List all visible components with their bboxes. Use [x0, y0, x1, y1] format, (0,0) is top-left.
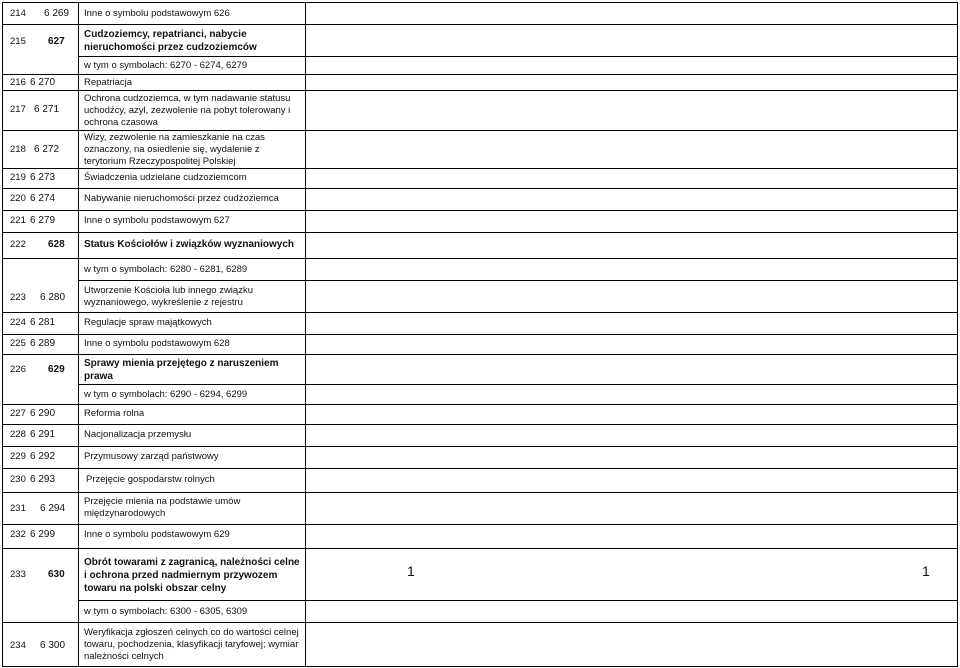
row-description: Weryfikacja zgłoszeń celnych co do wartości celnej towaru, pochodzenia, klasyfikacji taryfowej; wymiar należności celnych — [84, 627, 299, 662]
row-divider — [2, 334, 958, 335]
symbol-code: 6 299 — [30, 529, 56, 540]
row-number: 231 — [10, 503, 26, 514]
symbol-code: 6 274 — [30, 193, 56, 204]
symbol-code: 630 — [48, 569, 65, 580]
row-divider — [2, 168, 958, 169]
subrange-note: w tym o symbolach: 6300 - 6305, 6309 — [84, 606, 248, 617]
symbol-code: 6 292 — [30, 451, 56, 462]
row-divider — [2, 666, 958, 667]
row-description: Inne o symbolu podstawowym 628 — [84, 338, 230, 349]
row-number: 219 — [10, 172, 26, 183]
subrange-note: w tym o symbolach: 6280 - 6281, 6289 — [84, 264, 248, 275]
row-description: Wizy, zezwolenie na zamieszkanie na czas oznaczony, na osiedlenie się, wydalenie z terytorium Rzeczypospolitej Polskiej — [84, 132, 265, 167]
row-divider — [2, 312, 958, 313]
row-divider — [78, 280, 958, 281]
row-number: 232 — [10, 529, 26, 540]
count-value: 1 — [407, 563, 415, 579]
row-description: Status Kościołów i związków wyznaniowych — [84, 239, 295, 250]
row-divider — [2, 446, 958, 447]
row-number: 234 — [10, 640, 26, 651]
row-number: 227 — [10, 408, 26, 419]
row-description: Inne o symbolu podstawowym 627 — [84, 215, 230, 226]
count-value: 1 — [922, 563, 930, 579]
symbol-code: 6 293 — [30, 474, 56, 485]
symbol-code: 6 300 — [40, 640, 66, 651]
symbol-code: 6 291 — [30, 429, 56, 440]
row-number: 224 — [10, 317, 26, 328]
row-number: 221 — [10, 215, 26, 226]
row-description: Regulacje spraw majątkowych — [84, 317, 212, 328]
row-divider — [2, 232, 958, 233]
row-divider — [78, 600, 958, 601]
row-divider — [2, 404, 958, 405]
subrange-note: w tym o symbolach: 6270 - 6274, 6279 — [84, 60, 248, 71]
row-number: 217 — [10, 104, 26, 115]
symbol-code: 6 279 — [30, 215, 56, 226]
row-description: Nacjonalizacja przemysłu — [84, 429, 192, 440]
symbol-code: 6 294 — [40, 503, 66, 514]
row-number: 215 — [10, 36, 26, 47]
row-divider — [2, 354, 958, 355]
row-number: 214 — [10, 8, 26, 19]
row-divider — [2, 24, 958, 25]
row-number: 216 — [10, 77, 26, 88]
row-number: 228 — [10, 429, 26, 440]
symbol-code: 628 — [48, 239, 65, 250]
row-number: 230 — [10, 474, 26, 485]
symbol-code: 6 280 — [40, 292, 66, 303]
symbol-code: 629 — [48, 364, 65, 375]
row-description: Sprawy mienia przejętego z naruszeniem prawa — [84, 358, 279, 382]
row-divider — [78, 384, 958, 385]
symbol-code: 6 289 — [30, 338, 56, 349]
row-description: Inne o symbolu podstawowym 629 — [84, 529, 230, 540]
row-description: Utworzenie Kościoła lub innego związku wyznaniowego, wykreślenie z rejestru — [84, 285, 253, 308]
row-description: Repatriacja — [84, 77, 133, 88]
row-description: Przymusowy zarząd państwowy — [84, 451, 219, 462]
row-number: 225 — [10, 338, 26, 349]
row-divider — [2, 2, 958, 3]
symbol-code: 6 290 — [30, 408, 56, 419]
row-number: 229 — [10, 451, 26, 462]
row-divider — [2, 188, 958, 189]
col-divider — [2, 2, 3, 666]
col-divider — [305, 2, 306, 666]
symbol-code: 6 272 — [34, 144, 60, 155]
row-description: Przejęcie gospodarstw rolnych — [86, 474, 215, 485]
symbol-code: 6 269 — [44, 8, 70, 19]
subrange-note: w tym o symbolach: 6290 - 6294, 6299 — [84, 389, 248, 400]
symbol-code: 6 271 — [34, 104, 60, 115]
row-number: 220 — [10, 193, 26, 204]
row-description: Nabywanie nieruchomości przez cudzoziemca — [84, 193, 279, 204]
row-divider — [2, 492, 958, 493]
symbol-code: 6 281 — [30, 317, 56, 328]
row-divider — [2, 622, 958, 623]
symbol-code: 6 270 — [30, 77, 56, 88]
row-number: 222 — [10, 239, 26, 250]
row-description: Cudzoziemcy, repatrianci, nabycie nieruchomości przez cudzoziemców — [84, 29, 257, 53]
row-divider — [2, 548, 958, 549]
row-divider — [78, 56, 958, 57]
row-divider — [2, 258, 958, 259]
row-description: Obrót towarami z zagranicą, należności celne i ochrona przed nadmiernym przywozem towaru na polski obszar celny — [84, 557, 300, 594]
row-number: 223 — [10, 292, 26, 303]
row-description: Inne o symbolu podstawowym 626 — [84, 8, 230, 19]
row-number: 233 — [10, 569, 26, 580]
row-description: Reforma rolna — [84, 408, 145, 419]
col-divider — [957, 2, 958, 666]
row-number: 218 — [10, 144, 26, 155]
row-description: Przejęcie mienia na podstawie umów międzynarodowych — [84, 496, 241, 519]
row-divider — [2, 130, 958, 131]
row-divider — [2, 90, 958, 91]
row-number: 226 — [10, 364, 26, 375]
symbol-code: 627 — [48, 36, 65, 47]
row-divider — [2, 210, 958, 211]
row-description: Świadczenia udzielane cudzoziemcom — [84, 172, 247, 183]
row-divider — [2, 424, 958, 425]
row-divider — [2, 524, 958, 525]
row-divider — [2, 468, 958, 469]
symbol-code: 6 273 — [30, 172, 56, 183]
row-description: Ochrona cudzoziemca, w tym nadawanie statusu uchodźcy, azyl, zezwolenie na pobyt tolerowany i ochrona czasowa — [84, 93, 291, 128]
col-divider — [78, 2, 79, 666]
row-divider — [2, 74, 958, 75]
